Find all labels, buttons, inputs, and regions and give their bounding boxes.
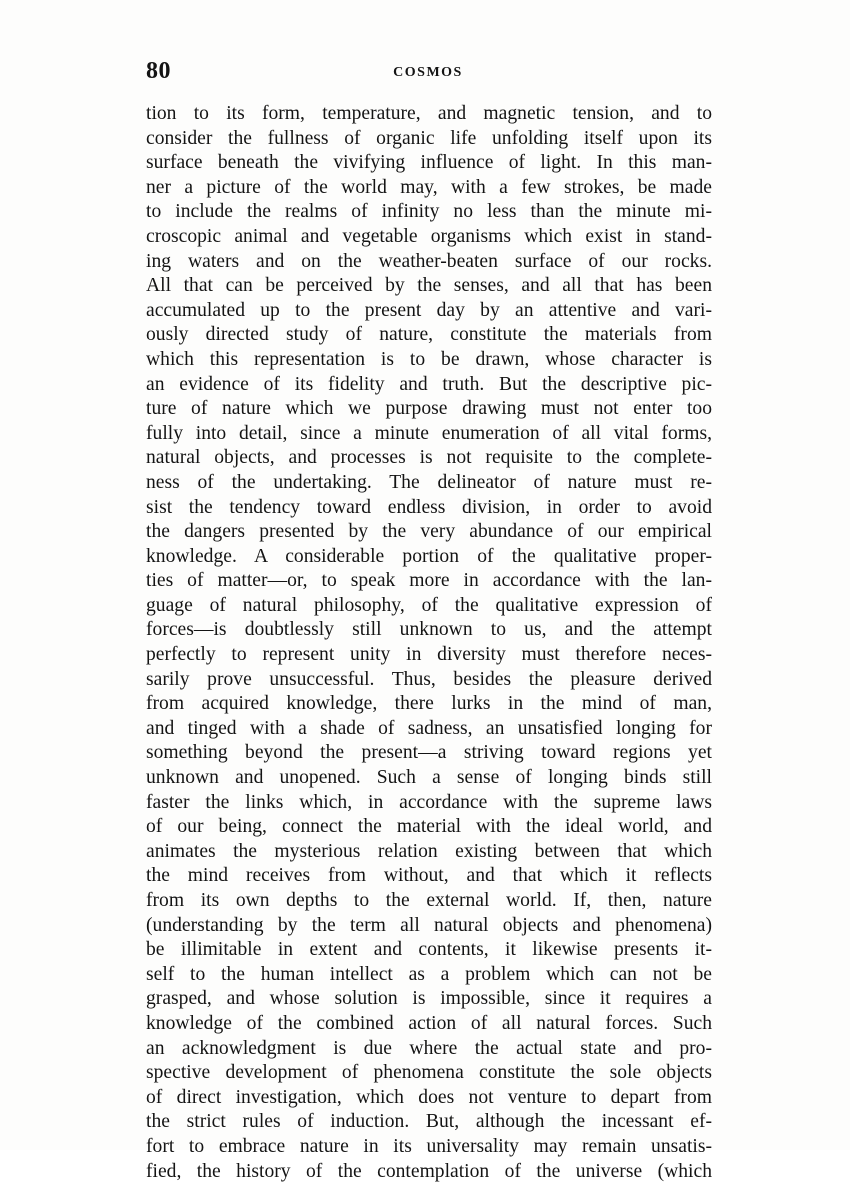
text-line: to include the realms of infinity no less than the minute mi- (146, 201, 712, 223)
text-line: animates the mysterious relation existing between that which (146, 840, 712, 862)
text-line: ties of matter—or, to speak more in accordance with the lan- (146, 570, 712, 592)
text-line: the strict rules of induction. But, although the incessant ef- (146, 1111, 712, 1133)
text-line: and tinged with a shade of sadness, an unsatisfied longing for (146, 717, 712, 739)
text-line: from its own depths to the external world. If, then, nature (146, 890, 712, 911)
text-line: knowledge of the combined action of all natural forces. Such (146, 1012, 712, 1034)
text-line: an acknowledgment is due where the actual state and pro- (146, 1037, 712, 1059)
text-line: the mind receives from without, and that which it reflects (146, 865, 712, 887)
text-line: be illimitable in extent and contents, it likewise presents it- (146, 939, 712, 961)
page-number: 80 (146, 58, 171, 84)
text-line: ture of nature which we purpose drawing must not enter too (146, 398, 712, 420)
text-line: ing waters and on the weather-beaten surface of our rocks. (146, 250, 712, 272)
text-line: something beyond the present—a striving toward regions yet (146, 742, 712, 764)
text-line: All that can be perceived by the senses, and all that has been (146, 275, 712, 297)
text-line: sist the tendency toward endless division, in order to avoid (146, 496, 712, 518)
running-head (146, 58, 710, 88)
text-line: faster the links which, in accordance with the supreme laws (146, 791, 712, 813)
body-text (146, 102, 712, 1184)
text-line: (understanding by the term all natural objects and phenomena) (146, 914, 712, 936)
text-line: tion to its form, temperature, and magnetic tension, and to (146, 103, 712, 124)
text-line: the dangers presented by the very abundance of our empirical (146, 521, 712, 543)
running-title: COSMOS (393, 65, 463, 80)
text-line: fully into detail, since a minute enumeration of all vital forms, (146, 422, 712, 444)
text-line: surface beneath the vivifying influence of light. In this man- (146, 152, 712, 174)
text-line: unknown and unopened. Such a sense of longing binds still (146, 767, 712, 789)
text-line: forces—is doubtlessly still unknown to us, and the attempt (146, 619, 712, 641)
text-line: sarily prove unsuccessful. Thus, besides the pleasure derived (146, 668, 712, 690)
text-line: self to the human intellect as a problem which can not be (146, 963, 712, 985)
text-line: guage of natural philosophy, of the qualitative expression of (146, 594, 712, 616)
text-line: consider the fullness of organic life unfolding itself upon its (146, 127, 712, 149)
text-line: grasped, and whose solution is impossible, since it requires a (146, 988, 712, 1010)
text-line: croscopic animal and vegetable organisms which exist in stand- (146, 225, 712, 247)
text-line: from acquired knowledge, there lurks in the mind of man, (146, 693, 712, 715)
text-line: fied, the history of the contemplation of the universe (which (146, 1160, 712, 1182)
text-line: of our being, connect the material with the ideal world, and (146, 816, 712, 838)
text-line: ously directed study of nature, constitute the materials from (146, 324, 712, 346)
text-line: knowledge. A considerable portion of the qualitative proper- (146, 545, 712, 567)
text-line: natural objects, and processes is not requisite to the complete- (146, 447, 712, 469)
text-line: spective development of phenomena constitute the sole objects (146, 1062, 712, 1084)
text-line: an evidence of its fidelity and truth. But the descriptive pic- (146, 373, 712, 395)
text-line: accumulated up to the present day by an attentive and vari- (146, 299, 712, 321)
text-line: which this representation is to be drawn, whose character is (146, 348, 712, 370)
text-line: fort to embrace nature in its universality may remain unsatis- (146, 1135, 712, 1157)
text-line: perfectly to represent unity in diversity must therefore neces- (146, 644, 712, 666)
text-line: of direct investigation, which does not venture to depart from (146, 1086, 712, 1108)
text-line: ness of the undertaking. The delineator of nature must re- (146, 471, 712, 493)
text-line: ner a picture of the world may, with a few strokes, be made (146, 176, 712, 198)
